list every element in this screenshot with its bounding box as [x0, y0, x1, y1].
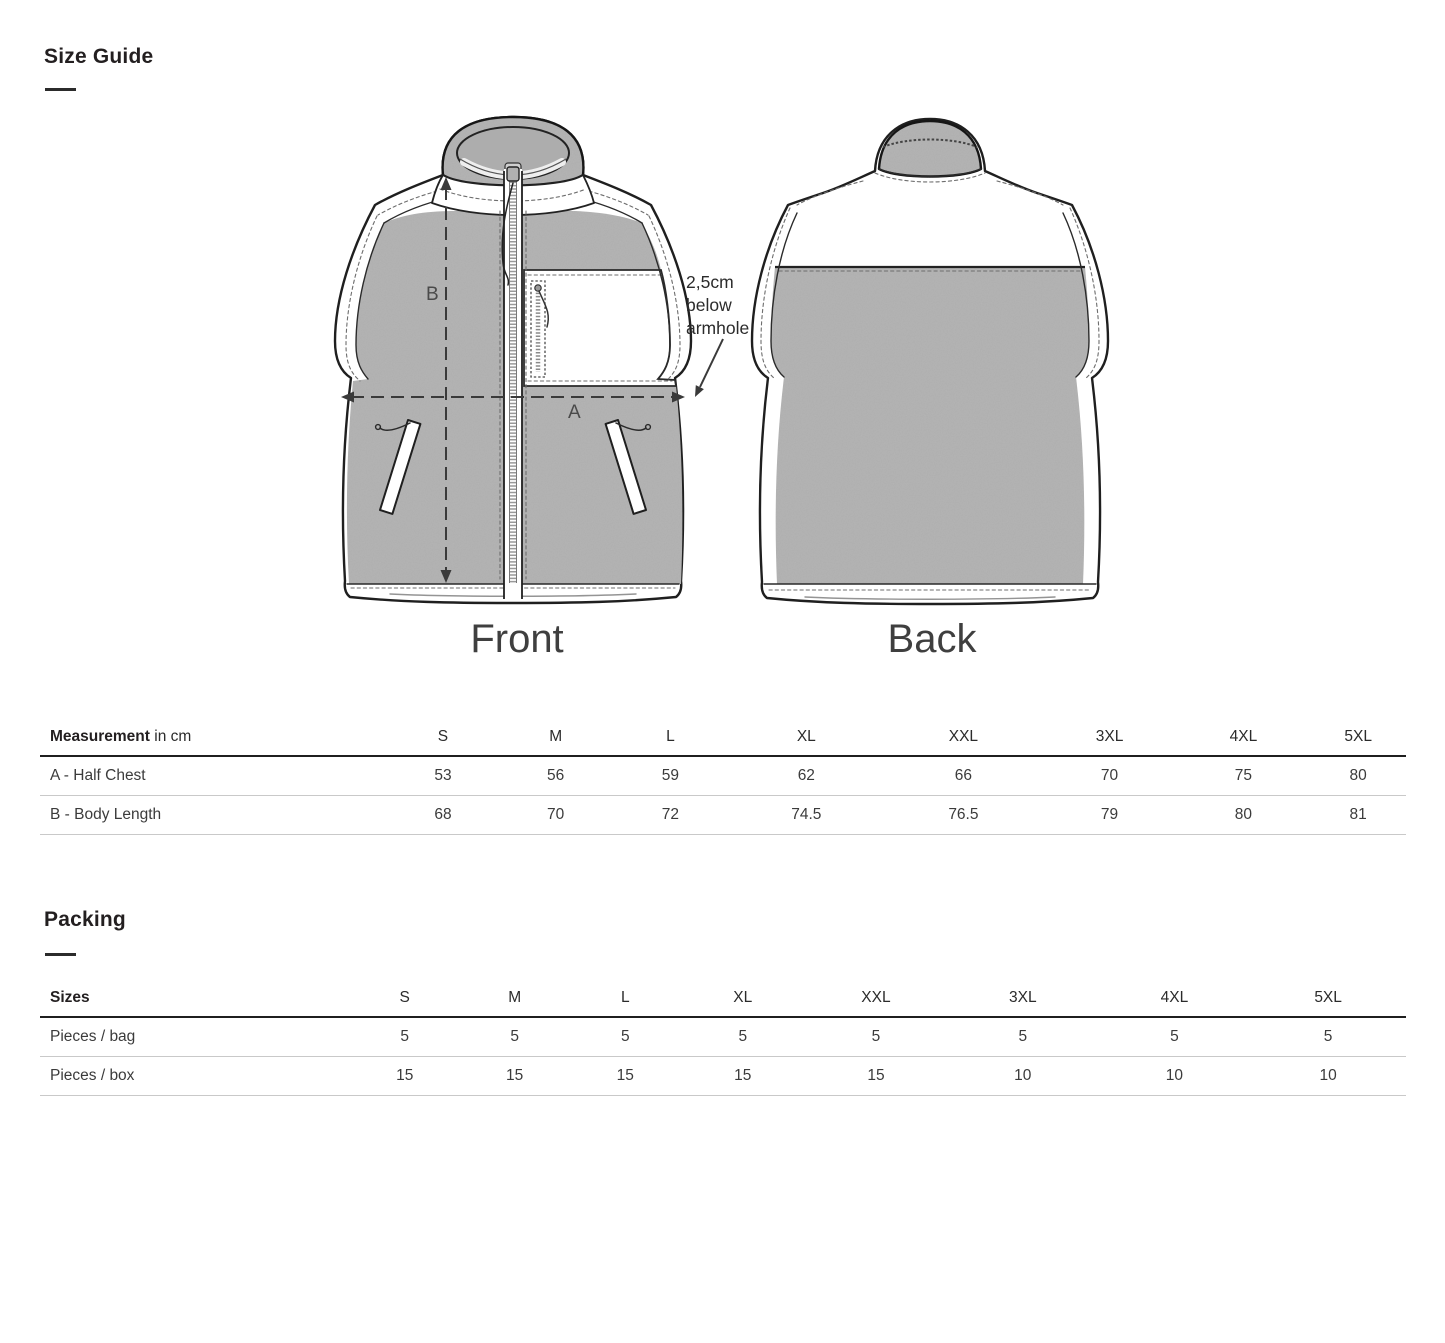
row-label: A - Half Chest [40, 756, 387, 796]
size-column-header: L [612, 718, 728, 756]
front-vest-illustration [330, 113, 770, 613]
measurement-table [40, 718, 1406, 835]
table-row [40, 1017, 1406, 1057]
back-view-label: Back [887, 617, 977, 661]
size-column-header: 3XL [947, 979, 1099, 1017]
value-cell: 10 [947, 1057, 1099, 1096]
chest-pocket-panel [524, 270, 676, 386]
value-cell: 10 [1099, 1057, 1251, 1096]
annotation-line: 2,5cm [686, 272, 734, 292]
value-cell: 5 [1099, 1017, 1251, 1057]
packing-title: Packing [44, 908, 126, 931]
value-cell: 53 [387, 756, 499, 796]
size-column-header: XL [728, 718, 884, 756]
value-cell: 59 [612, 756, 728, 796]
packing-title-underline [45, 953, 76, 956]
value-cell: 5 [1250, 1017, 1406, 1057]
annotation-line: armhole [686, 318, 750, 338]
front-zipper [500, 167, 526, 599]
size-column-header: M [459, 979, 570, 1017]
size-column-header: 5XL [1250, 979, 1406, 1017]
value-cell: 70 [1043, 756, 1177, 796]
size-column-header: XXL [884, 718, 1042, 756]
front-view-label: Front [470, 617, 564, 661]
value-cell: 15 [681, 1057, 805, 1096]
value-cell: 75 [1176, 756, 1310, 796]
row-label: B - Body Length [40, 796, 387, 835]
annotation-line: below [686, 295, 732, 315]
marker-b-label: B [426, 284, 439, 305]
annotation-arrow [695, 339, 723, 397]
value-cell: 80 [1176, 796, 1310, 835]
value-cell: 5 [350, 1017, 459, 1057]
table-header-row [40, 718, 1406, 756]
value-cell: 76.5 [884, 796, 1042, 835]
value-cell: 66 [884, 756, 1042, 796]
size-column-header: 3XL [1043, 718, 1177, 756]
value-cell: 5 [805, 1017, 947, 1057]
size-column-header: XXL [805, 979, 947, 1017]
value-cell: 74.5 [728, 796, 884, 835]
size-column-header: S [350, 979, 459, 1017]
size-guide-title: Size Guide [44, 45, 154, 68]
back-vest-illustration [745, 113, 1145, 613]
value-cell: 70 [499, 796, 612, 835]
size-column-header: XL [681, 979, 805, 1017]
table-header-label: Sizes [40, 979, 350, 1017]
size-guide-title-underline [45, 88, 76, 91]
value-cell: 5 [947, 1017, 1099, 1057]
value-cell: 81 [1310, 796, 1406, 835]
size-column-header: L [570, 979, 681, 1017]
size-column-header: M [499, 718, 612, 756]
front-right-lower-panel [513, 386, 682, 584]
value-cell: 5 [681, 1017, 805, 1057]
value-cell: 72 [612, 796, 728, 835]
value-cell: 15 [805, 1057, 947, 1096]
value-cell: 5 [570, 1017, 681, 1057]
value-cell: 15 [350, 1057, 459, 1096]
value-cell: 15 [570, 1057, 681, 1096]
armhole-annotation [686, 271, 749, 340]
table-row [40, 1057, 1406, 1096]
table-header-row [40, 979, 1406, 1017]
size-column-header: 5XL [1310, 718, 1406, 756]
value-cell: 56 [499, 756, 612, 796]
value-cell: 68 [387, 796, 499, 835]
row-label: Pieces / box [40, 1057, 350, 1096]
size-column-header: 4XL [1176, 718, 1310, 756]
value-cell: 79 [1043, 796, 1177, 835]
table-row [40, 756, 1406, 796]
value-cell: 62 [728, 756, 884, 796]
size-column-header: 4XL [1099, 979, 1251, 1017]
packing-table [40, 979, 1406, 1096]
table-row [40, 796, 1406, 835]
value-cell: 5 [459, 1017, 570, 1057]
back-body-panel [771, 267, 1089, 584]
table-header-label: Measurement in cm [40, 718, 387, 756]
value-cell: 10 [1250, 1057, 1406, 1096]
size-column-header: S [387, 718, 499, 756]
marker-a-label: A [568, 402, 581, 423]
value-cell: 80 [1310, 756, 1406, 796]
value-cell: 15 [459, 1057, 570, 1096]
row-label: Pieces / bag [40, 1017, 350, 1057]
